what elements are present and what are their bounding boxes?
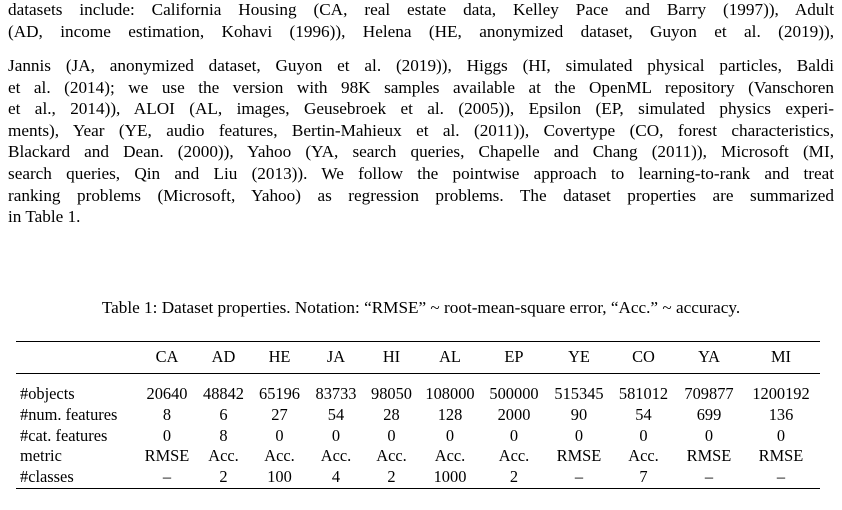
table-cell: 0 bbox=[387, 425, 396, 445]
dataset-properties-table bbox=[16, 341, 820, 487]
table-cell: 0 bbox=[574, 425, 584, 445]
table-cell: – bbox=[776, 466, 786, 486]
table-cell: 0 bbox=[445, 425, 455, 445]
intro-paragraph-top bbox=[8, 0, 834, 42]
text-line: datasets include: California Housing (CA, real estate data, Kelley Pace and Barry (1997)), Adult bbox=[8, 0, 834, 19]
dataset-description-paragraph bbox=[8, 55, 834, 228]
table-cell: Acc. bbox=[628, 446, 659, 466]
header-cell: AD bbox=[211, 347, 236, 367]
table-cell: 581012 bbox=[618, 384, 669, 404]
table-cell: 0 bbox=[509, 425, 519, 445]
row-label-cell: #cat. features bbox=[20, 425, 108, 445]
table-cell: 709877 bbox=[684, 384, 734, 404]
table-cell: – bbox=[704, 466, 714, 486]
text-line: Blackard and Dean. (2000)), Yahoo (YA, search queries, Chapelle and Chang (2011)), Microsoft (MI, bbox=[8, 142, 834, 162]
table-cell: RMSE bbox=[144, 446, 190, 466]
table-cell: 54 bbox=[327, 405, 345, 424]
table-cell: Acc. bbox=[498, 446, 530, 466]
table-cell: 2000 bbox=[497, 405, 531, 424]
header-cell: HE bbox=[268, 347, 291, 367]
table-cell: RMSE bbox=[758, 446, 804, 466]
table-cell: 4 bbox=[331, 466, 341, 486]
table-cell: – bbox=[574, 466, 584, 486]
table-cell: 0 bbox=[331, 425, 341, 445]
row-label-cell: #classes bbox=[20, 466, 74, 486]
table-row bbox=[16, 467, 820, 488]
text-line: et al. (2014); we use the version with 98K samples available at the OpenML repository (Vanschoren bbox=[8, 77, 834, 97]
table-cell: 128 bbox=[437, 405, 463, 424]
header-cell: YE bbox=[568, 347, 590, 367]
table-row bbox=[16, 374, 820, 405]
text-line: Jannis (JA, anonymized dataset, Guyon et al. (2019)), Higgs (HI, simulated physical particles, Baldi bbox=[8, 56, 834, 75]
table-cell: Acc. bbox=[320, 446, 352, 466]
table-cell: RMSE bbox=[556, 446, 602, 466]
text-line: in Table 1. bbox=[8, 207, 81, 227]
header-cell bbox=[16, 341, 138, 374]
header-cell: HI bbox=[382, 347, 401, 367]
table-cell: 83733 bbox=[315, 384, 357, 404]
header-cell: CO bbox=[632, 347, 655, 367]
table-cell: 500000 bbox=[489, 384, 539, 404]
table-cell: 28 bbox=[383, 405, 400, 424]
table-row bbox=[16, 405, 820, 426]
table-cell: 65196 bbox=[259, 384, 300, 404]
table-cell: 20640 bbox=[146, 384, 188, 404]
table-cell: 7 bbox=[639, 466, 648, 486]
table-cell: 2 bbox=[219, 466, 228, 486]
header-cell: MI bbox=[770, 347, 792, 367]
table-cell: 48842 bbox=[203, 384, 244, 404]
table-cell: 6 bbox=[219, 405, 228, 424]
table-cell: 8 bbox=[162, 405, 172, 424]
table-cell: 2 bbox=[509, 466, 519, 486]
table-cell: 0 bbox=[162, 425, 172, 445]
text-line: (AD, income estimation, Kohavi (1996)), Helena (HE, anonymized dataset, Guyon et al. (2019)), bbox=[8, 21, 834, 41]
table-cell: 27 bbox=[271, 405, 288, 424]
header-cell: JA bbox=[326, 347, 346, 367]
table-cell: Acc. bbox=[376, 446, 407, 466]
table-cell: 90 bbox=[570, 405, 588, 424]
table-header-row bbox=[16, 341, 820, 374]
header-cell: CA bbox=[155, 347, 179, 367]
text-line: et al., 2014)), ALOI (AL, images, Geusebroek et al. (2005)), Epsilon (EP, simulated physics experi- bbox=[8, 99, 834, 119]
table-cell: 0 bbox=[776, 425, 786, 445]
table-cell: 54 bbox=[635, 405, 652, 424]
table-cell: 699 bbox=[696, 405, 722, 424]
text-line: ranking problems (Microsoft, Yahoo) as regression problems. The dataset properties are summarized bbox=[8, 185, 834, 205]
table-cell: 2 bbox=[387, 466, 396, 486]
text-line: ments), Year (YE, audio features, Bertin-Mahieux et al. (2011)), Covertype (CO, forest characteristics, bbox=[8, 120, 834, 140]
table-cell: Acc. bbox=[208, 446, 239, 466]
row-label-cell: metric bbox=[20, 446, 62, 466]
table-cell: 0 bbox=[704, 425, 714, 445]
row-label-cell: #num. features bbox=[20, 405, 118, 424]
table-cell: 515345 bbox=[554, 384, 604, 404]
table-cell: Acc. bbox=[434, 446, 466, 466]
table-cell: 108000 bbox=[425, 384, 475, 404]
header-cell: YA bbox=[698, 347, 720, 367]
table-cell: 100 bbox=[267, 466, 292, 486]
text-line: search queries, Qin and Liu (2013)). We follow the pointwise approach to learning-to-rank and treat bbox=[8, 163, 834, 183]
table-caption: Table 1: Dataset properties. Notation: “RMSE” ~ root-mean-square error, “Acc.” ~ accuracy. bbox=[101, 298, 741, 317]
table-cell: – bbox=[162, 466, 172, 486]
header-cell: AL bbox=[439, 347, 461, 367]
table-cell: 1000 bbox=[433, 466, 467, 486]
header-cell: EP bbox=[504, 347, 524, 367]
table-cell: 98050 bbox=[371, 384, 412, 404]
table-cell: 8 bbox=[219, 425, 228, 445]
table-cell: 1200192 bbox=[752, 384, 810, 404]
table-row bbox=[16, 426, 820, 447]
table-cell: 0 bbox=[275, 425, 284, 445]
row-label-cell: #objects bbox=[20, 384, 75, 404]
table-row bbox=[16, 446, 820, 467]
table-cell: 0 bbox=[639, 425, 648, 445]
table-cell: Acc. bbox=[264, 446, 295, 466]
table-cell: RMSE bbox=[686, 446, 732, 466]
table-cell: 136 bbox=[768, 405, 794, 424]
table-bottom-rule bbox=[16, 488, 820, 489]
